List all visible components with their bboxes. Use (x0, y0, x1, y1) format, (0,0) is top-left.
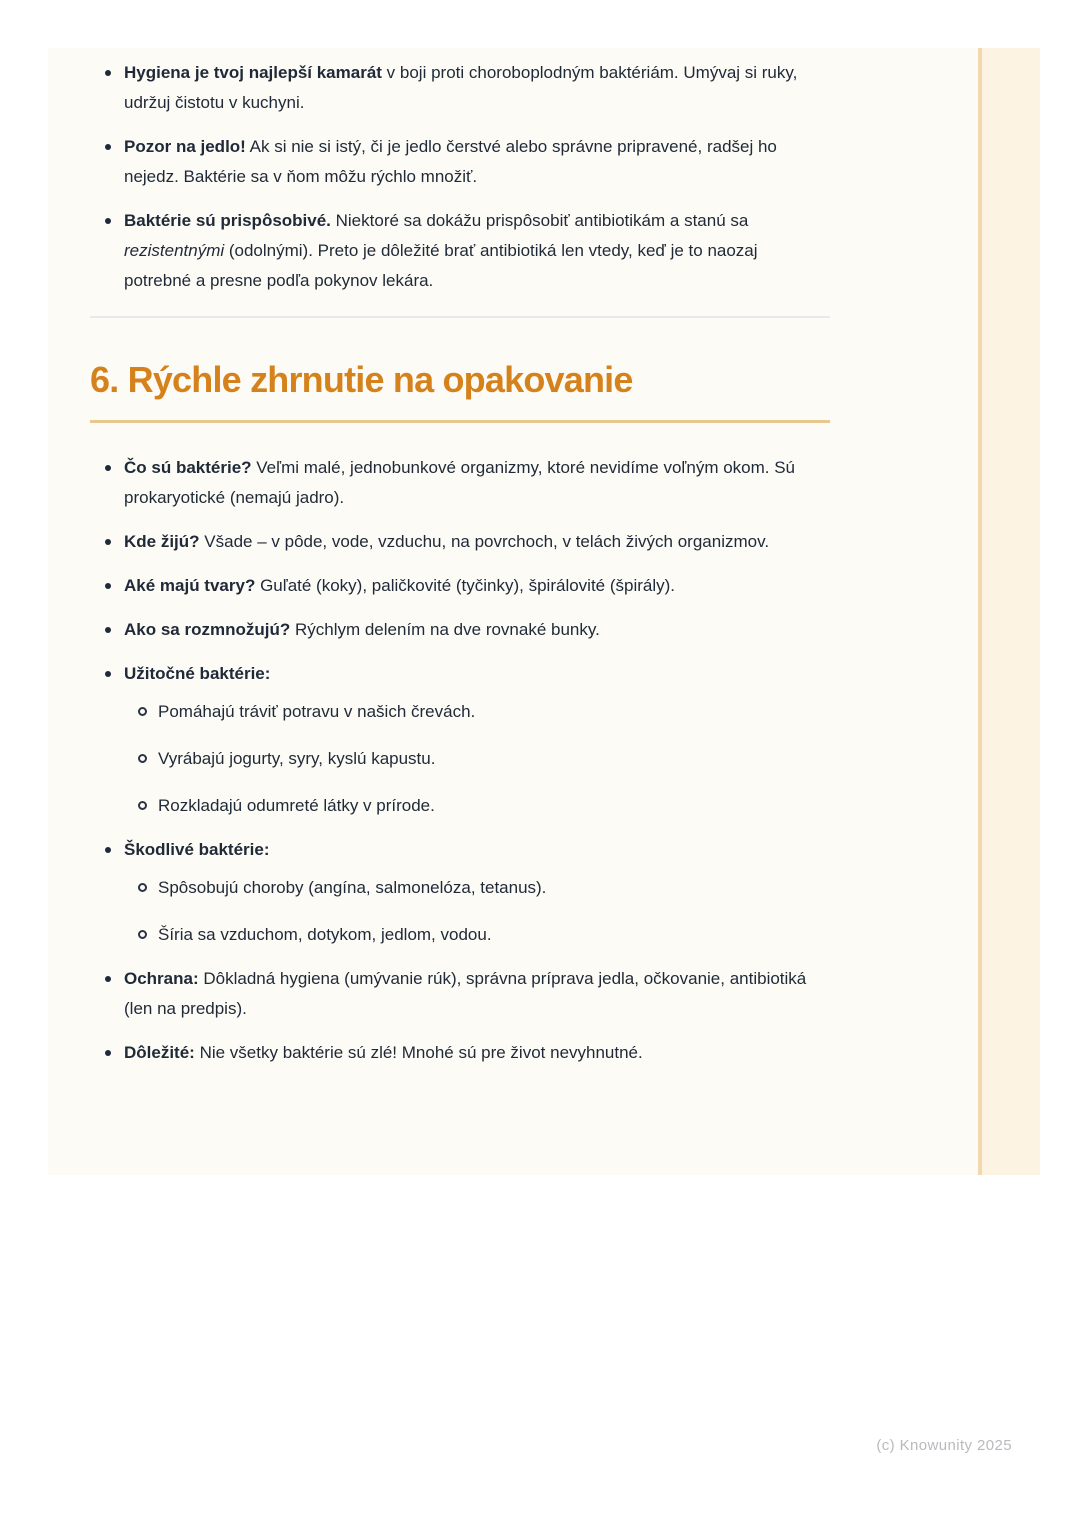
list-item-lead: Aké majú tvary? (124, 576, 256, 595)
bullet-list-item (90, 527, 810, 557)
page-edge-stripe (978, 48, 1040, 1175)
bullet-list-item (90, 835, 810, 950)
document-page (48, 48, 1040, 1175)
page-content (90, 58, 830, 1082)
list-item-lead: Kde žijú? (124, 532, 200, 551)
list-item-text: v boji proti choroboplodným baktériám. Umývaj si ruky, udržuj čistotu v kuchyni. (124, 63, 798, 112)
list-item-italic-text: rezistentnými (124, 241, 225, 260)
list-item-text: Niektoré sa dokážu prispôsobiť antibiotikám a stanú sa (330, 211, 749, 230)
list-item-lead: Čo sú baktérie? (124, 458, 252, 477)
sub-bullet-list-item: Šíria sa vzduchom, dotykom, jedlom, vodou. (124, 920, 810, 950)
list-item-text: (odolnými). Preto je dôležité brať antibiotiká len vtedy, keď je to naozaj potrebné a presne podľa pokynov lekára. (124, 241, 758, 290)
bullet-list-item (90, 615, 810, 645)
list-item-lead: Ochrana: (124, 969, 199, 988)
list-item-text: Nie všetky baktérie sú zlé! Mnohé sú pre život nevyhnutné. (194, 1043, 643, 1062)
sub-bullet-list (124, 873, 810, 950)
bullet-list-item (90, 659, 810, 821)
bullet-list-item (90, 453, 810, 513)
list-item-lead: Škodlivé baktérie: (124, 840, 270, 859)
sub-bullet-list-item: Pomáhajú tráviť potravu v našich črevách. (124, 697, 810, 727)
list-item-text: Ak si nie si istý, či je jedlo čerstvé alebo správne pripravené, radšej ho nejedz. Baktérie sa v ňom môžu rýchlo množiť. (124, 137, 777, 186)
sub-bullet-list-item: Spôsobujú choroby (angína, salmonelóza, tetanus). (124, 873, 810, 903)
list-item-text: Všade – v pôde, vode, vzduchu, na povrchoch, v telách živých organizmov. (199, 532, 770, 551)
list-item-lead: Baktérie sú prispôsobivé. (124, 211, 331, 230)
list-item-text: Dôkladná hygiena (umývanie rúk), správna príprava jedla, očkovanie, antibiotiká (len na predpis). (124, 969, 807, 1018)
bullet-list-item (90, 132, 810, 192)
bullet-list-item (90, 58, 810, 118)
sub-bullet-list-item: Vyrábajú jogurty, syry, kyslú kapustu. (124, 744, 810, 774)
bullet-list-item (90, 206, 810, 296)
list-item-text: Guľaté (koky), paličkovité (tyčinky), špirálovité (špirály). (255, 576, 676, 595)
list-item-lead: Pozor na jedlo! (124, 137, 246, 156)
bullet-list-item (90, 964, 810, 1024)
bullet-list-item (90, 571, 810, 601)
list-item-lead: Hygiena je tvoj najlepší kamarát (124, 63, 382, 82)
list-item-lead: Užitočné baktérie: (124, 664, 271, 683)
section-divider (90, 316, 830, 318)
list-item-text: Rýchlym delením na dve rovnaké bunky. (290, 620, 600, 639)
section-heading: 6. Rýchle zhrnutie na opakovanie (90, 358, 830, 423)
sub-bullet-list-item: Rozkladajú odumreté látky v prírode. (124, 791, 810, 821)
intro-list (90, 58, 830, 296)
list-item-lead: Ako sa rozmnožujú? (124, 620, 291, 639)
copyright-footer: (c) Knowunity 2025 (876, 1437, 1012, 1454)
list-item-lead: Dôležité: (124, 1043, 195, 1062)
list-item-text: Veľmi malé, jednobunkové organizmy, ktoré nevidíme voľným okom. Sú prokaryotické (nemajú jadro). (124, 458, 796, 507)
sub-bullet-list (124, 697, 810, 821)
summary-list (90, 453, 830, 1068)
bullet-list-item (90, 1038, 810, 1068)
